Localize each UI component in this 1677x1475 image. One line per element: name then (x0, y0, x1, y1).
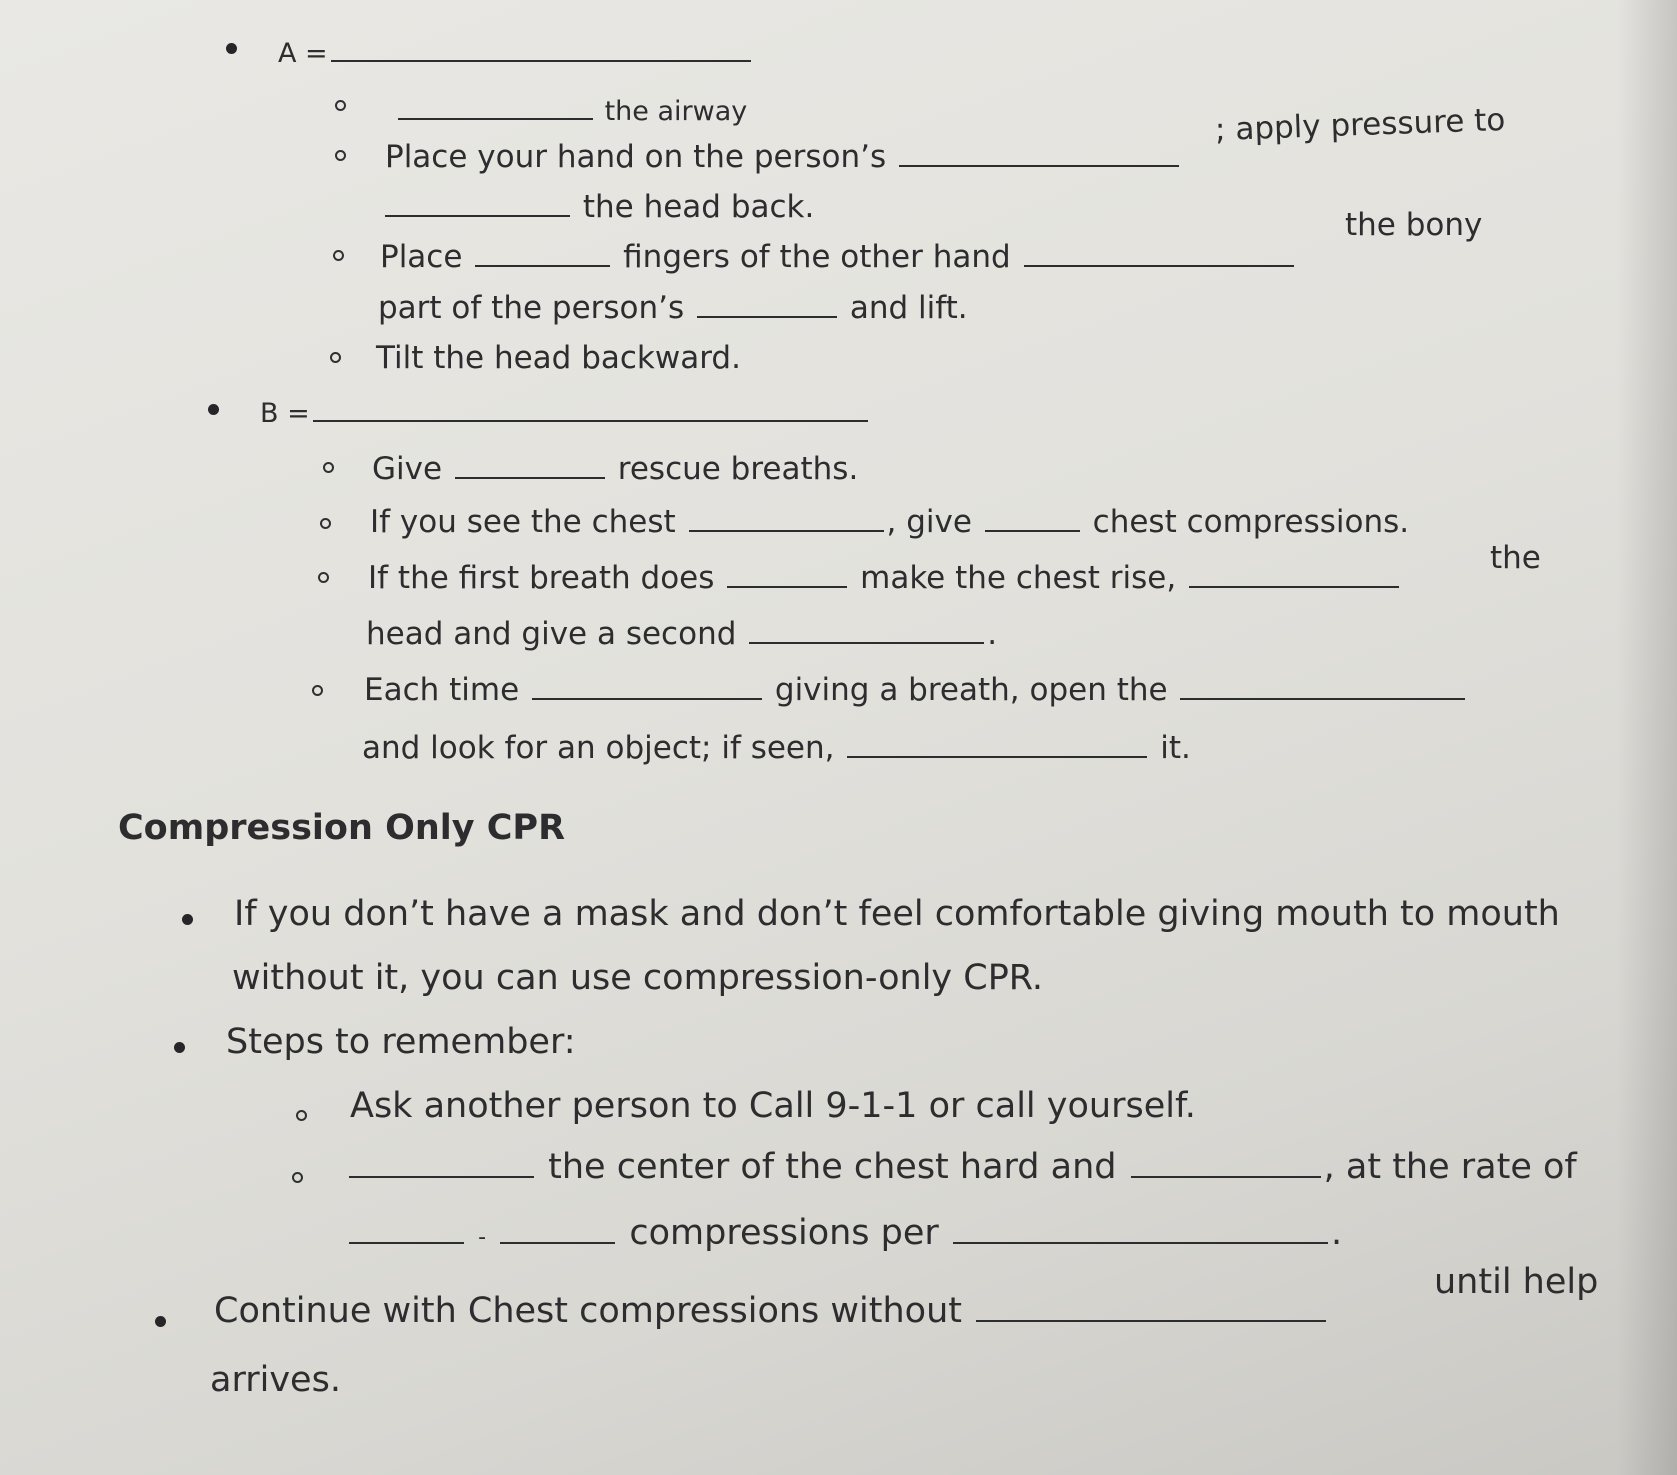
a4-text: Tilt the head backward. (376, 340, 741, 376)
a1-text: the airway (604, 96, 748, 127)
b-item-3-line1 (368, 556, 1402, 598)
c3-text-c: arrives. (210, 1360, 341, 1400)
c1-text-b: without it, you can use compression-only CPR. (232, 958, 1043, 998)
sub-bullet-c-s1 (296, 1110, 307, 1121)
b4-text-b: giving a breath, open the (774, 672, 1168, 708)
a-blank[interactable] (331, 30, 751, 62)
b4-blank-3[interactable] (847, 726, 1147, 758)
page-edge-shadow (1617, 0, 1677, 1475)
a3-text-d: part of the person’s (378, 290, 685, 326)
a-label-line (278, 30, 754, 74)
sub-bullet-b4 (312, 685, 323, 696)
a3-text-b: fingers of the other hand (623, 239, 1011, 275)
a2-text-a: Place your hand on the person’s (385, 139, 887, 175)
b1-text-a: Give (372, 451, 443, 487)
b-item-1 (372, 447, 858, 489)
c3-text-a: Continue with Chest compressions without (214, 1291, 962, 1331)
c-bullet-3-right (1434, 1262, 1598, 1302)
b-blank[interactable] (313, 390, 868, 422)
a2-text-c: the head back. (582, 189, 815, 225)
sub-bullet-a4 (330, 352, 341, 363)
a-item-1 (395, 88, 747, 132)
cs2-blank-3[interactable] (349, 1212, 464, 1244)
cs2-blank-4[interactable] (500, 1212, 615, 1244)
b3-blank-2[interactable] (1189, 556, 1399, 588)
b4-text-a: Each time (364, 672, 520, 708)
a2-text-b: ; apply pressure to (1214, 101, 1506, 149)
a1-blank[interactable] (398, 88, 593, 120)
c-bullet-3-line2 (210, 1360, 341, 1400)
b-label-line (260, 390, 871, 434)
cs2-text-d: compressions per (629, 1213, 939, 1253)
b1-blank[interactable] (455, 447, 605, 479)
c-bullet-2 (226, 1022, 576, 1062)
c3-text-b: until help (1434, 1262, 1599, 1302)
cs2-text-a: the center of the chest hard and (548, 1147, 1117, 1187)
section-heading: Compression Only CPR (118, 808, 566, 848)
sub-bullet-b2 (320, 518, 331, 529)
cs2-text-b: , at the rate of (1323, 1147, 1577, 1187)
c-bullet-1-line1 (234, 894, 1560, 934)
a3-blank-3[interactable] (697, 286, 837, 318)
a-item-3-line1 (380, 235, 1297, 277)
b3-text-b: make the chest rise, (860, 560, 1177, 596)
c-bullet-1-line2 (232, 958, 1043, 998)
cs2-text-c: - (478, 1225, 487, 1250)
b2-blank-2[interactable] (985, 500, 1080, 532)
c-bullet-3-line1 (214, 1290, 1329, 1331)
c-step-2-line1 (346, 1146, 1577, 1187)
a3-text-a: Place (380, 239, 463, 275)
sub-bullet-b1 (323, 462, 334, 473)
sub-bullet-a1 (335, 100, 346, 111)
c1-text-a: If you don’t have a mask and don’t feel comfortable giving mouth to mouth (234, 894, 1560, 934)
b3-text-e: . (987, 616, 998, 652)
cs2-blank-1[interactable] (349, 1146, 534, 1178)
b3-text-c: the (1490, 540, 1541, 576)
a-item-4 (376, 338, 741, 378)
bullet-c2 (174, 1042, 185, 1053)
c-step-1 (350, 1086, 1196, 1126)
b-item-2 (370, 500, 1409, 542)
b2-blank-1[interactable] (689, 500, 884, 532)
a-item-2-right (1214, 100, 1506, 150)
a2-blank-2[interactable] (385, 185, 570, 217)
a-item-3-right (1345, 205, 1482, 245)
sub-bullet-a2 (335, 150, 346, 161)
bullet-a (226, 43, 237, 54)
b3-blank-1[interactable] (727, 556, 847, 588)
b2-text-b: , give (886, 504, 972, 540)
b-item-4-line1 (364, 668, 1468, 710)
b4-blank-1[interactable] (532, 668, 762, 700)
a3-blank-2[interactable] (1024, 235, 1294, 267)
b2-text-a: If you see the chest (370, 504, 676, 540)
b3-blank-3[interactable] (749, 612, 984, 644)
a-item-2-line1 (385, 135, 1182, 177)
cs2-blank-2[interactable] (1131, 1146, 1321, 1178)
b-item-3-right (1490, 538, 1541, 578)
b4-blank-2[interactable] (1180, 668, 1465, 700)
a3-blank-1[interactable] (475, 235, 610, 267)
a3-text-e: and lift. (849, 290, 968, 326)
c-step-2-line2 (346, 1212, 1342, 1258)
a3-text-c: the bony (1345, 207, 1483, 243)
b1-text-b: rescue breaths. (617, 451, 859, 487)
bullet-b (208, 404, 219, 415)
b4-text-d: it. (1160, 730, 1191, 766)
bullet-c3 (155, 1316, 166, 1327)
b-item-4-line2 (362, 726, 1191, 768)
c2-text: Steps to remember: (226, 1022, 576, 1062)
sub-bullet-c-s2 (292, 1172, 303, 1183)
b3-text-d: head and give a second (366, 616, 737, 652)
sub-bullet-a3 (333, 250, 344, 261)
cs2-blank-5[interactable] (953, 1212, 1328, 1244)
a-item-3-line2 (378, 286, 968, 328)
cs2-text-e: . (1330, 1213, 1343, 1253)
a-label: A = (278, 38, 328, 69)
cs1-text: Ask another person to Call 9-1-1 or call yourself. (350, 1086, 1196, 1126)
bullet-c1 (182, 914, 193, 925)
b-item-3-line2 (366, 612, 997, 654)
b4-text-c: and look for an object; if seen, (362, 730, 835, 766)
a2-blank-1[interactable] (899, 135, 1179, 167)
c3-blank[interactable] (976, 1290, 1326, 1322)
b-label: B = (260, 398, 310, 429)
a-item-2-line2 (382, 185, 814, 227)
b3-text-a: If the first breath does (368, 560, 715, 596)
b2-text-c: chest compressions. (1092, 504, 1410, 540)
sub-bullet-b3 (318, 572, 329, 583)
